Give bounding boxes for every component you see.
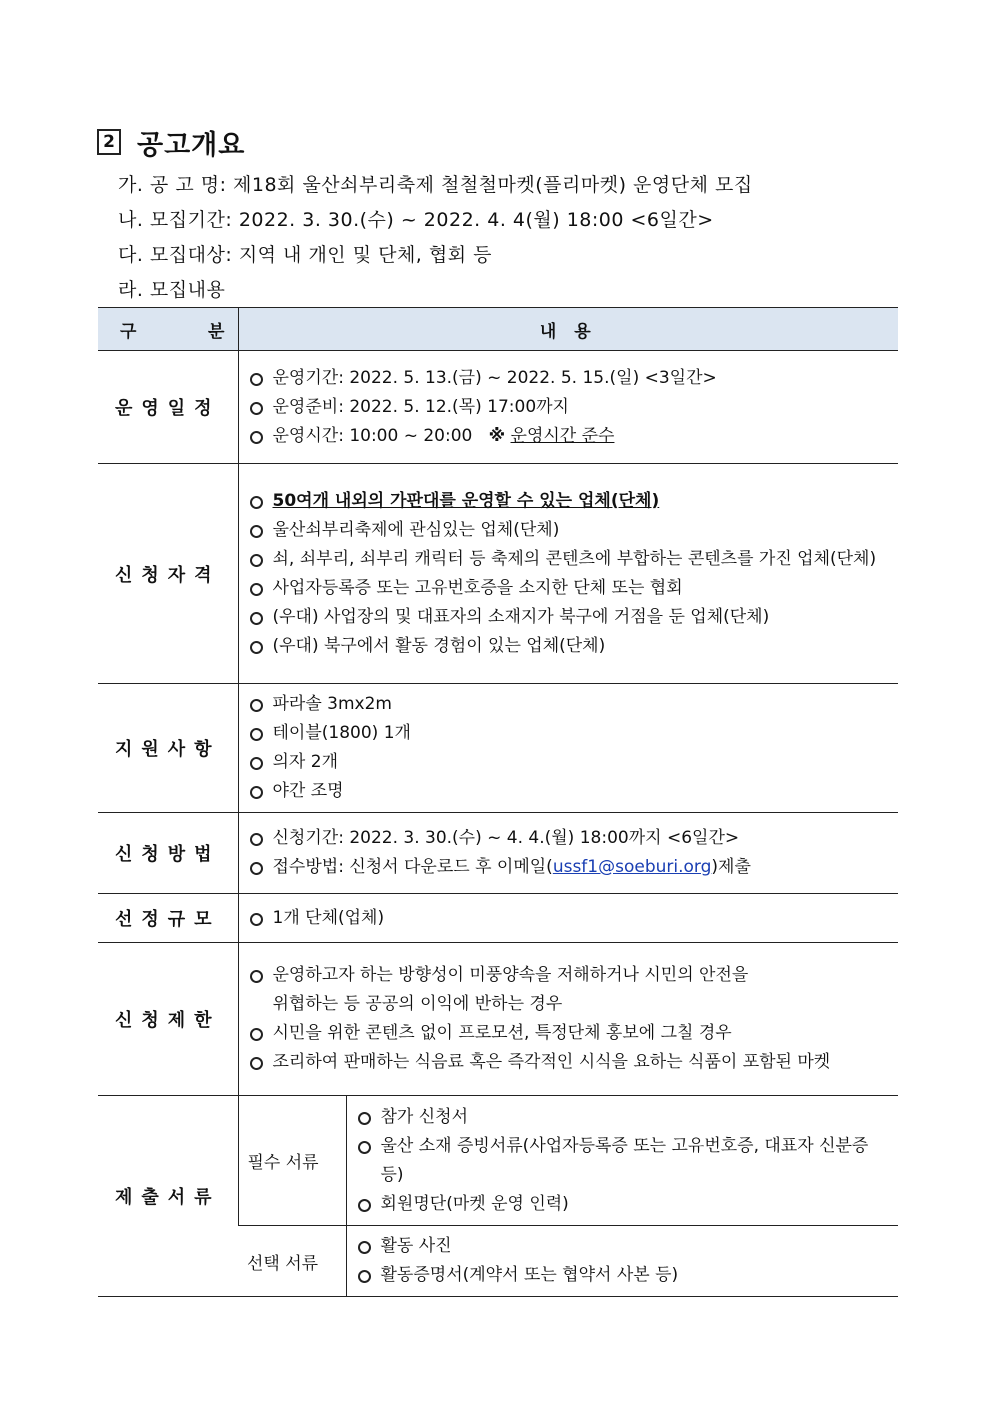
row-content xyxy=(238,943,898,1096)
table-header-row xyxy=(98,308,898,351)
intro-value: 제18회 울산쇠부리축제 철철철마켓(플리마켓) 운영단체 모집 xyxy=(233,174,753,196)
row-method xyxy=(98,813,898,894)
row-documents-required xyxy=(98,1096,898,1226)
row-qualification xyxy=(98,464,898,684)
list-item: 쇠, 쇠부리, 쇠부리 캐릭터 등 축제의 콘텐츠에 부합하는 콘텐츠를 가진 업체(단체) xyxy=(248,545,889,574)
list-item xyxy=(248,422,889,451)
list-item: 의자 2개 xyxy=(248,748,889,777)
list-item: 신청기간: 2022. 3. 30.(수) ~ 4. 4.(월) 18:00까지 <6일간> xyxy=(248,824,889,853)
note-text: 운영시간 준수 xyxy=(510,425,615,446)
list-item: (우대) 북구에서 활동 경험이 있는 업체(단체) xyxy=(248,632,889,661)
list-item: 테이블(1800) 1개 xyxy=(248,719,889,748)
list-item xyxy=(248,961,889,1019)
row-content xyxy=(238,464,898,684)
intro-row-content xyxy=(118,273,918,308)
list-item: 조리하여 판매하는 식음료 혹은 즉각적인 시식을 요하는 식품이 포함된 마켓 xyxy=(248,1048,889,1077)
list-item: 회원명단(마켓 운영 인력) xyxy=(356,1190,889,1219)
row-content xyxy=(238,813,898,894)
item-text: 운영시간: 10:00 ~ 20:00 xyxy=(272,425,473,446)
row-label: 운영일정 xyxy=(98,351,238,464)
intro-row-period xyxy=(118,203,918,238)
item-text: 접수방법: 신청서 다운로드 후 이메일( xyxy=(272,857,553,877)
list-item: 참가 신청서 xyxy=(356,1103,889,1132)
row-schedule xyxy=(98,351,898,464)
list-item: 활동증명서(계약서 또는 협약서 사본 등) xyxy=(356,1261,889,1290)
item-text: )제출 xyxy=(711,857,751,877)
row-scale xyxy=(98,894,898,943)
intro-label: 나. 모집기간: xyxy=(118,209,233,231)
list-item: 1개 단체(업체) xyxy=(248,904,889,933)
item-text: 위협하는 등 공공의 이익에 반하는 경우 xyxy=(272,994,563,1014)
list-item: 울산쇠부리축제에 관심있는 업체(단체) xyxy=(248,516,889,545)
row-restriction xyxy=(98,943,898,1096)
email-link[interactable]: ussf1@soeburi.org xyxy=(552,857,712,877)
row-content xyxy=(238,684,898,813)
row-support xyxy=(98,684,898,813)
list-item: 운영준비: 2022. 5. 12.(목) 17:00까지 xyxy=(248,393,889,422)
sub-label-optional: 선택 서류 xyxy=(238,1226,346,1297)
intro-label: 다. 모집대상: xyxy=(118,244,233,266)
list-item: 운영기간: 2022. 5. 13.(금) ~ 2022. 5. 15.(일) <3일간> xyxy=(248,364,889,393)
list-item: 울산 소재 증빙서류(사업자등록증 또는 고유번호증, 대표자 신분증 등) xyxy=(356,1132,889,1190)
list-item: 50여개 내외의 가판대를 운영할 수 있는 업체(단체) xyxy=(272,490,660,511)
intro-list xyxy=(118,168,918,308)
section-number: 2 xyxy=(97,129,121,155)
intro-value: 지역 내 개인 및 단체, 협회 등 xyxy=(238,244,492,266)
row-label: 지원사항 xyxy=(98,684,238,813)
row-content xyxy=(346,1096,898,1226)
section-title: 공고개요 xyxy=(137,129,246,161)
intro-row-title xyxy=(118,168,918,203)
list-item: 파라솔 3mx2m xyxy=(248,690,889,719)
header-content: 내 용 xyxy=(238,308,898,351)
row-label: 신청제한 xyxy=(98,943,238,1096)
row-label: 신청자격 xyxy=(98,464,238,684)
list-item: (우대) 사업장의 및 대표자의 소재지가 북구에 거점을 둔 업체(단체) xyxy=(248,603,889,632)
header-category xyxy=(98,308,238,351)
header-category-a: 구 xyxy=(120,321,137,342)
row-content xyxy=(238,351,898,464)
intro-value: 2022. 3. 30.(수) ~ 2022. 4. 4(월) 18:00 <6일간> xyxy=(238,209,714,231)
intro-label: 가. 공 고 명: xyxy=(118,174,227,196)
intro-label: 라. 모집내용 xyxy=(118,279,226,301)
list-item xyxy=(248,853,889,882)
row-label: 신청방법 xyxy=(98,813,238,894)
list-item: 시민을 위한 콘텐츠 없이 프로모션, 특정단체 홍보에 그칠 경우 xyxy=(248,1019,889,1048)
item-text: 운영하고자 하는 방향성이 미풍양속을 저해하거나 시민의 안전을 xyxy=(272,965,749,985)
sub-label-required: 필수 서류 xyxy=(238,1096,346,1226)
note-mark: ※ xyxy=(488,425,506,446)
recruitment-table xyxy=(98,307,898,1297)
section-heading xyxy=(97,124,245,160)
list-item: 야간 조명 xyxy=(248,777,889,806)
intro-row-target xyxy=(118,238,918,273)
header-category-b: 분 xyxy=(208,321,225,342)
row-label: 제출서류 xyxy=(98,1096,238,1297)
row-content xyxy=(238,894,898,943)
row-label: 선정규모 xyxy=(98,894,238,943)
row-content xyxy=(346,1226,898,1297)
list-item: 활동 사진 xyxy=(356,1232,889,1261)
list-item: 사업자등록증 또는 고유번호증을 소지한 단체 또는 협회 xyxy=(248,574,889,603)
